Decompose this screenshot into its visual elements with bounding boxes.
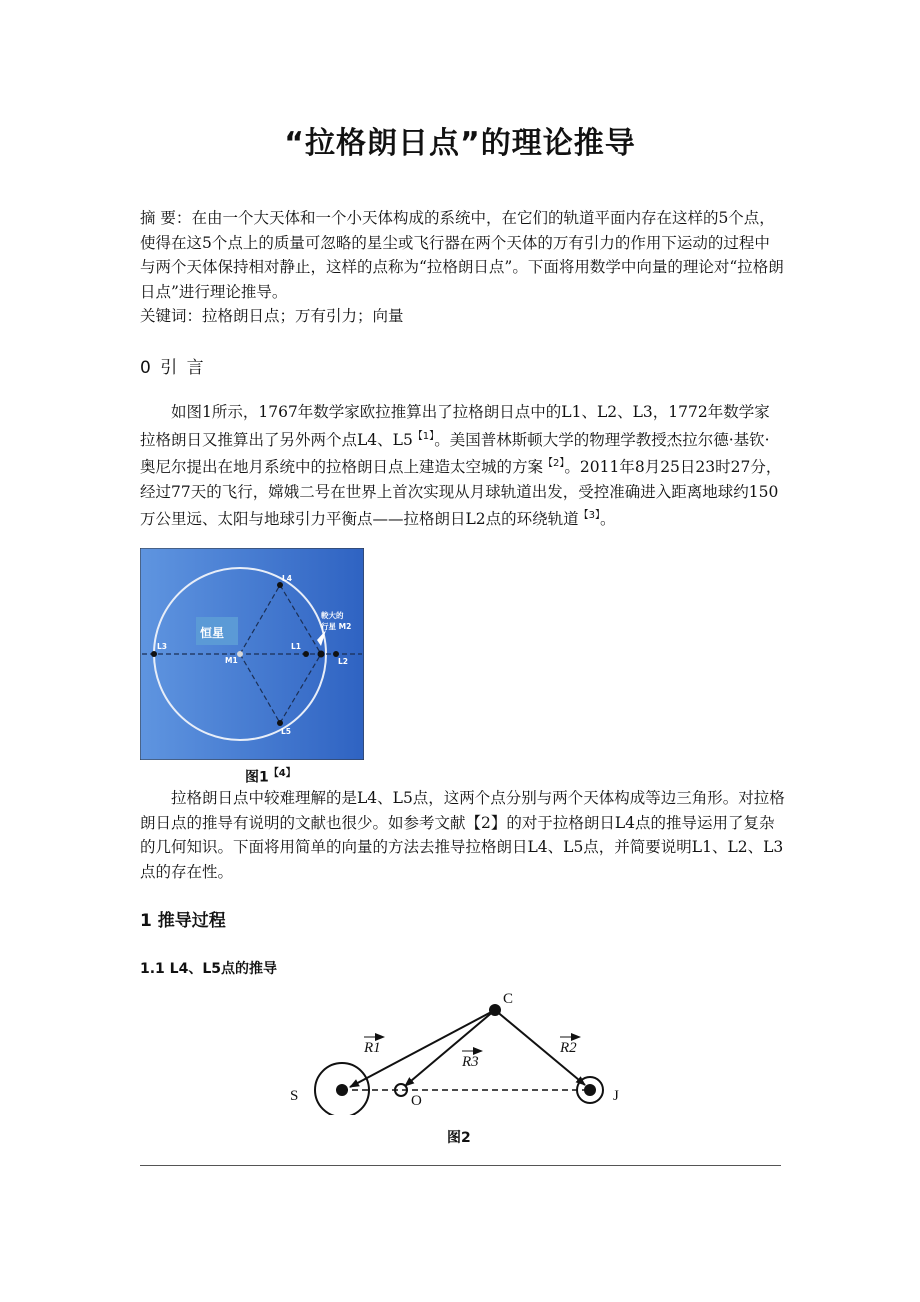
m1-point (237, 651, 243, 657)
planet-label-line2: 行星 M2 (321, 622, 352, 631)
l1-point (303, 651, 309, 657)
m1-label: M1 (225, 656, 238, 665)
intro-paragraph-1 (140, 400, 785, 532)
abstract-label: 摘 要： (140, 209, 192, 227)
keywords-label: 关键词： (140, 307, 203, 325)
section-1-1-heading: 1.1 L4、L5点的推导 (140, 961, 277, 977)
figure-1-lagrange-diagram (140, 548, 364, 760)
figure-2-vector-diagram (280, 985, 640, 1115)
l1-label: L1 (291, 642, 301, 651)
figure-1-caption-text: 图1 (245, 769, 269, 786)
j-label: J (613, 1088, 619, 1104)
r2-label: R2 (560, 1040, 577, 1056)
l5-label: L5 (281, 727, 291, 736)
citation-1: 【1】 (412, 430, 435, 442)
intro-text-b: 。美国普林斯顿大学的物理学教授杰拉尔德·基钦·奥尼尔提出在地月系统中的拉格朗日点上建造太空城的方案 (140, 430, 770, 477)
l2-label: L2 (338, 657, 348, 666)
m2-point (318, 651, 325, 658)
figure-2-caption: 图2 (447, 1130, 471, 1146)
planet-label-line1: 較大的 (321, 611, 344, 620)
intro-paragraph-2: 拉格朗日点中较难理解的是L4、L5点，这两个点分别与两个天体构成等边三角形。对拉格朗日点的推导有说明的文献也很少。如参考文献【2】的对于拉格朗日L4点的推导运用了复杂的几何知识。下面将用简单的向量的方法去推导拉格朗日L4、L5点，并简要说明L1、L2、L3点的存在性。 (140, 789, 785, 881)
citation-2: 【2】 (543, 458, 565, 470)
l3-label: L3 (157, 642, 167, 651)
intro-text-a: 如图1所示，1767年数学家欧拉推算出了拉格朗日点中的L1、L2、L3，1772年数学家拉格朗日又推算出了另外两个点L4、L5 (140, 403, 770, 449)
j-point (584, 1084, 596, 1096)
l4-label: L4 (282, 574, 292, 583)
abstract (140, 206, 785, 329)
page-title: “拉格朗日点”的理论推导 (284, 126, 636, 161)
l3-point (151, 651, 157, 657)
o-label: O (411, 1093, 422, 1109)
r3-label: R3 (462, 1054, 479, 1070)
s-point (336, 1084, 348, 1096)
footer-divider (140, 1165, 781, 1166)
l5-point (277, 720, 283, 726)
r1-label: R1 (364, 1040, 381, 1056)
abstract-text: 在由一个大天体和一个小天体构成的系统中，在它们的轨道平面内存在这样的5个点，使得在这5个点上的质量可忽略的星尘或飞行器在两个天体的万有引力的作用下运动的过程中与两个天体保持相对静止，这样的点称为“拉格朗日点”。下面将用数学中向量的理论对“拉格朗日点”进行理论推导。 (140, 209, 784, 301)
c-label: C (503, 991, 514, 1007)
citation-3: 【3】 (578, 510, 601, 522)
intro-text-c: 。2011年8月25日23时27分，经过77天的飞行，嫦娥二号在世界上首次实现从月球轨道出发，受控准确进入距离地球约150万公里远、太阳与地球引力平衡点——拉格朗日L2点的环绕轨道 (140, 458, 782, 529)
keywords: 拉格朗日点；万有引力；向量 (202, 307, 404, 325)
vector-r3 (405, 1010, 495, 1086)
section-0-heading: 0 引 言 (140, 358, 206, 378)
figure-1-citation: 【4】 (268, 768, 296, 779)
s-label: S (290, 1088, 299, 1104)
intro-text-d: 。 (600, 510, 616, 529)
section-1-heading: 1 推导过程 (140, 911, 226, 931)
figure-1-caption (245, 764, 296, 787)
star-label: 恒星 (200, 626, 225, 640)
